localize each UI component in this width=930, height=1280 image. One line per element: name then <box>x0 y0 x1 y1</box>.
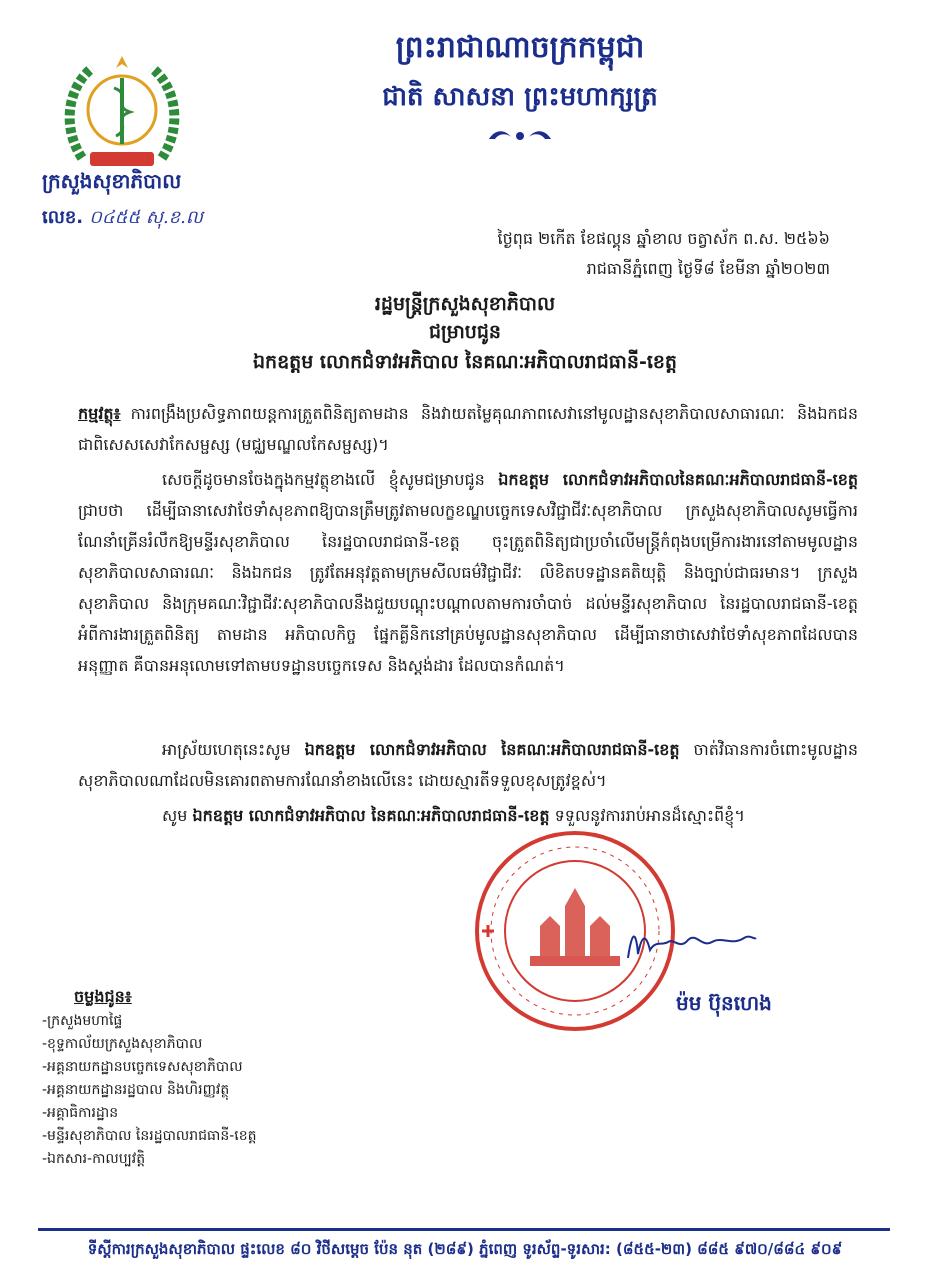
kingdom-heading: ព្រះរាជាណាចក្រកម្ពុជា <box>395 30 645 65</box>
p1-lead: សេចក្តីដូចមានចែងក្នុងកម្មវត្ថុខាងលើ ខ្ញុំសូមជម្រាបជូន <box>162 470 485 489</box>
ministry-name: ក្រសួងសុខាភិបាល <box>42 169 182 193</box>
reference-label: លេខ. <box>42 207 84 228</box>
addressee-title: ឯកឧត្តម លោកជំទាវអភិបាល នៃគណៈអភិបាលរាជធានី-ខេត្ត <box>253 351 677 373</box>
body-paragraph-2 <box>78 734 858 796</box>
body-paragraph-3 <box>78 800 858 831</box>
p3-lead: សូម <box>162 806 188 825</box>
signer-name: ម៉ម ប៊ុនហេង <box>676 991 772 1015</box>
ministry-logo <box>62 48 182 178</box>
national-motto: ជាតិ សាសនា ព្រះមហាក្សត្រ <box>382 82 658 112</box>
p1-rest: ជ្រាបថា ដើម្បីធានាសេវាថែទាំសុខភាពឱ្យបានត្រឹមត្រូវតាមលក្ខខណ្ឌបច្ចេកទេសវិជ្ជាជីវៈសុខាភិបាល ក្រសួងសុខាភិបាលសូមធ្វើការណែនាំគ្រើនរំលឹកឱ្យមន្ទីរសុខាភិបាល នៃរដ្ឋបាលរាជធានី-ខេត្ត ចុះត្រួតពិនិត្យជាប្រចាំលើមន្ត្រីកំពុងបម្រើការងារនៅតាមមូលដ្ឋានសុខាភិបាលសាធារណៈ និងឯកជន ត្រូវតែអនុវត្តតាមក្រមសីលធម៌វិជ្ជាជីវៈ លិខិតបទដ្ឋានគតិយុត្តិ និងច្បាប់ជាធរមាន។ ក្រសួងសុខាភិបាល និងក្រុមគណៈវិជ្ជាជីវៈសុខាភិបាលនឹងជួយបណ្តុះបណ្តាលតាមការចាំបាច់ ដល់មន្ទីរសុខាភិបាល នៃរដ្ឋបាលរាជធានី-ខេត្ត អំពីការងារត្រួតពិនិត្យ តាមដាន អភិបាលកិច្ច ផ្នែកគ្លីនិកនៅគ្រប់មូលដ្ឋានសុខាភិបាល ដើម្បីធានាថាសេវាថែទាំសុខភាពដែលបានអនុញ្ញាត គឺបានអនុលោមទៅតាមបទដ្ឋានបច្ចេកទេស និងស្តង់ដារ ដែលបានកំណត់។ <box>78 501 858 675</box>
ornament-divider <box>120 126 920 150</box>
solar-date: រាជធានីភ្នំពេញ ថ្ងៃទី៨ ខែមីនា ឆ្នាំ២០២៣ <box>586 259 830 278</box>
handwritten-signature <box>622 920 762 970</box>
p1-addressee: ឯកឧត្តម លោកជំទាវអភិបាលនៃគណៈអភិបាលរាជធានី-ខេត្ត <box>498 470 858 489</box>
lunar-date: ថ្ងៃពុធ ២កើត ខែផល្គុន ឆ្នាំខាល ចត្វាស័ក ព.ស. ២៥៦៦ <box>497 229 830 248</box>
p2-rest: ចាត់វិធានការចំពោះមូលដ្ឋានសុខាភិបាលណាដែលមិនគោរពតាមការណែនាំខាងលើនេះ ដោយស្មារតីទទួលខុសត្រូវខ្ពស់។ <box>78 740 858 790</box>
subject-text: ការពង្រឹងប្រសិទ្ធភាពយន្តការត្រួតពិនិត្យតាមដាន និងវាយតម្លៃគុណភាពសេវានៅមូលដ្ឋានសុខាភិបាលសាធារណៈ និងឯកជន ជាពិសេសសេវាកែសម្ផស្ស (មជ្ឈមណ្ឌលកែសម្ផស្ស)។ <box>78 404 858 454</box>
body-paragraph-1 <box>78 464 858 681</box>
cc-item: -ខុទ្ទកាល័យក្រសួងសុខាភិបាល <box>42 1036 203 1052</box>
footer-divider <box>38 1228 890 1231</box>
cc-item: -ក្រសួងមហាផ្ទៃ <box>42 1013 123 1029</box>
cc-item: -ឯកសារ-កាលប្បវត្តិ <box>42 1151 146 1167</box>
subject-label: កម្មវត្ថុ៖ <box>78 404 121 423</box>
reference-value: ០៤៥៥ សុ.ខ.ល <box>89 207 203 228</box>
sender-title: រដ្ឋមន្ត្រីក្រសួងសុខាភិបាល <box>374 293 556 315</box>
cc-title: ចម្លងជូន៖ <box>74 987 132 1006</box>
p3-addressee: ឯកឧត្តម លោកជំទាវអភិបាល នៃគណៈអភិបាលរាជធានី-ខេត្ត <box>192 806 550 825</box>
cc-item: -អគ្គនាយកដ្ឋានបច្ចេកទេសសុខាភិបាល <box>42 1059 243 1075</box>
p3-rest: ទទួលនូវការរាប់អានដ៏ស្មោះពីខ្ញុំ។ <box>554 806 745 825</box>
reference-number <box>42 205 203 232</box>
respectfully-to: ជម្រាបជូន <box>429 321 501 343</box>
cc-item: -អគ្គាធិការដ្ឋាន <box>42 1105 119 1121</box>
cc-item: -មន្ទីរសុខាភិបាល នៃរដ្ឋបាលរាជធានី-ខេត្ត <box>42 1128 257 1144</box>
subject-paragraph <box>78 398 858 460</box>
cc-list <box>42 1010 257 1171</box>
footer-address: ទីស្តីការក្រសួងសុខាភិបាល ផ្ទះលេខ ៨០ វិថីសម្តេច ប៉ែន នុត (២៨៩) ភ្នំពេញ ទូរស័ព្ទ-ទូរសារ: (៨៥៥-២៣) ៨៨៥ ៩៧០/៨៨៤ ៩០៩ <box>87 1240 843 1258</box>
p2-lead: អាស្រ័យហេតុនេះសូម <box>162 740 291 759</box>
p2-addressee: ឯកឧត្តម លោកជំទាវអភិបាល នៃគណៈអភិបាលរាជធានី-ខេត្ត <box>304 740 680 759</box>
cc-item: -អគ្គនាយកដ្ឋានរដ្ឋបាល និងហិរញ្ញវត្ថុ <box>42 1082 230 1098</box>
